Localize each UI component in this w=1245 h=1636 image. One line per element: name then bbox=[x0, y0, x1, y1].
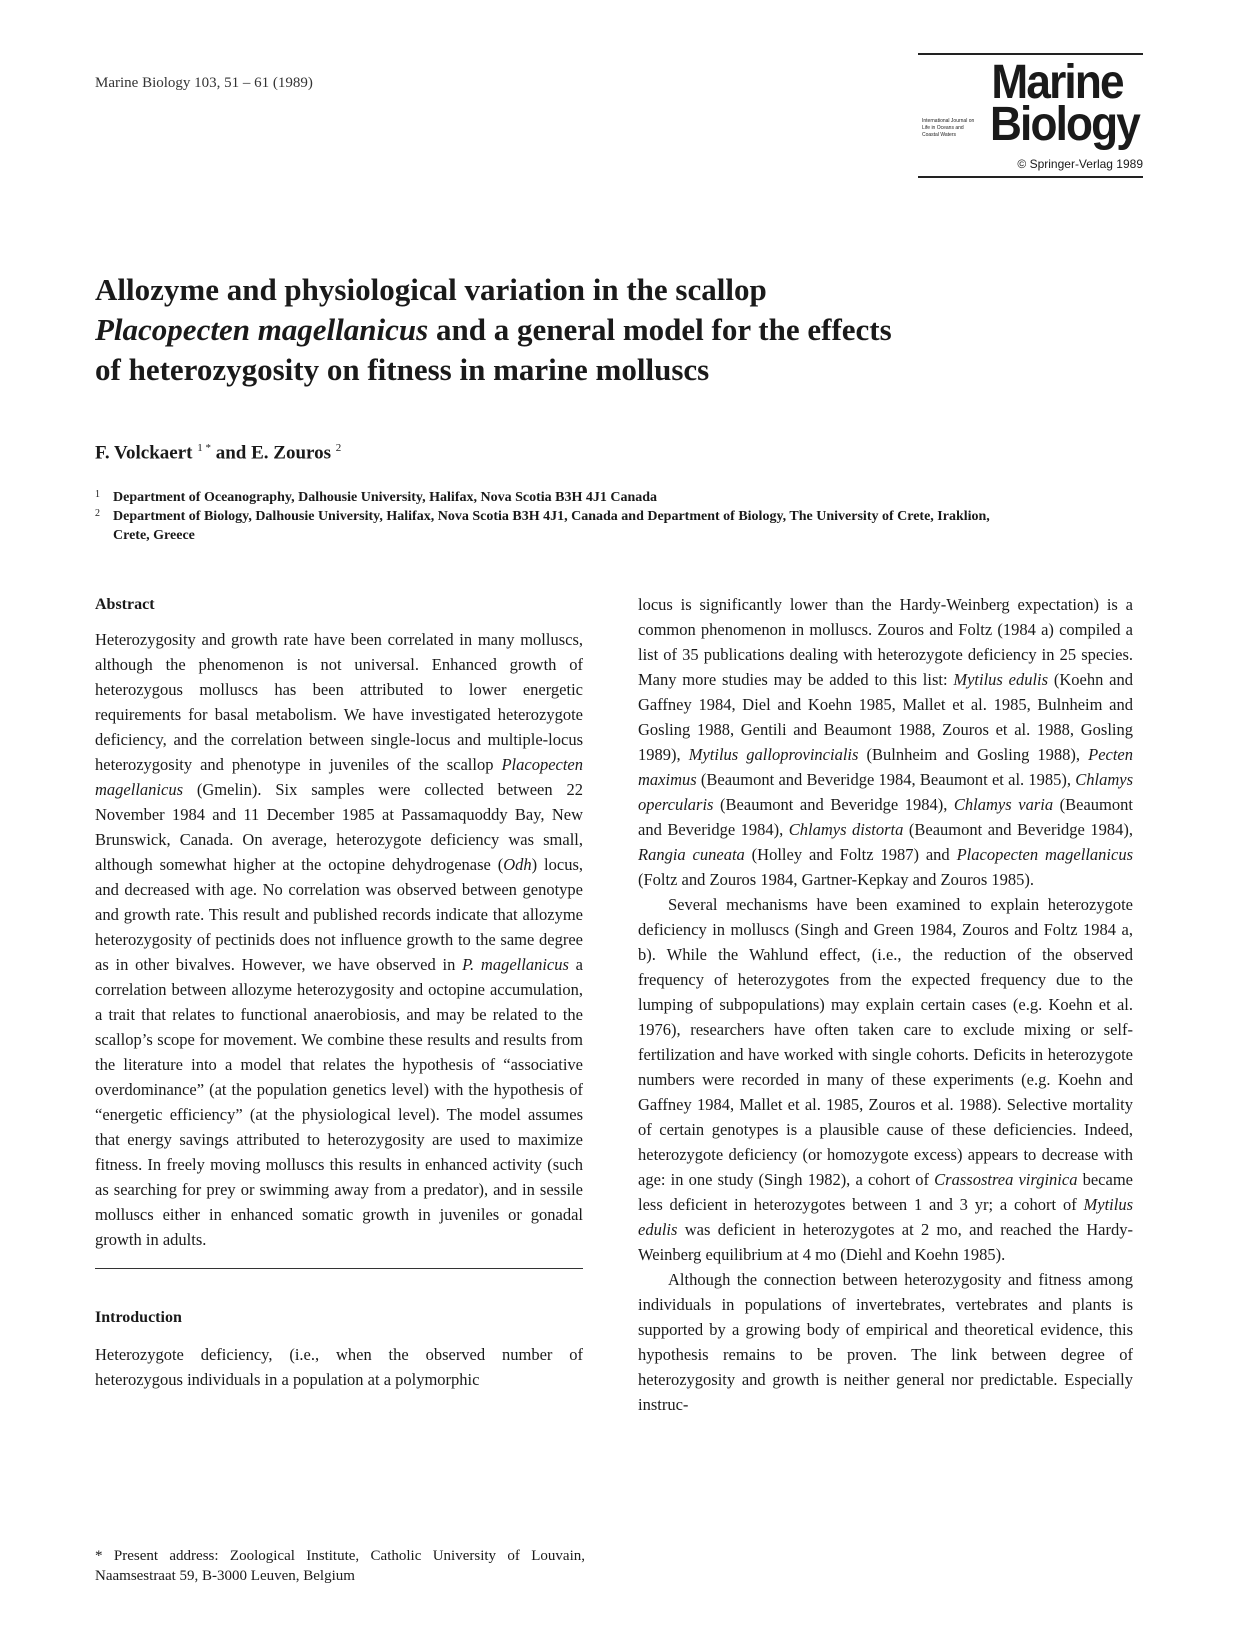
species-name: Pecten maximus bbox=[638, 745, 1134, 789]
journal-citation: Marine Biology 103, 51 – 61 (1989) bbox=[95, 75, 313, 91]
author-1-marks: 1 * bbox=[197, 442, 211, 454]
abstract-species: Placopecten magellanicus bbox=[95, 755, 583, 799]
authors bbox=[95, 442, 341, 464]
abstract-locus: Odh bbox=[503, 855, 532, 874]
abstract-part: ) locus, and decreased with age. No correlation was observed between genotype and growth rate. This result and published records indicate that allozyme heterozygosity of pectinids does not influence growth to the same degree as in other bivalves. However, we have observed in bbox=[95, 855, 583, 974]
author-2: E. Zouros bbox=[251, 442, 332, 464]
journal-logo bbox=[918, 45, 1143, 178]
right-paragraph-1 bbox=[638, 592, 1133, 892]
affiliation-2 bbox=[95, 507, 995, 545]
author-2-marks: 2 bbox=[335, 442, 342, 454]
species-name: Mytilus galloprovincialis bbox=[688, 745, 859, 764]
logo-bottom-rule bbox=[918, 176, 1143, 178]
left-column bbox=[95, 592, 583, 1392]
title-line-2-rest: and a general model for the effects bbox=[428, 312, 892, 347]
text-part: (Holley and Foltz 1987) and bbox=[744, 845, 957, 864]
species-name: Mytilus edulis bbox=[953, 670, 1049, 689]
species-name: Crassostrea virginica bbox=[934, 1170, 1078, 1189]
right-paragraph-3: Although the connection between heterozygosity and fitness among individuals in populations of invertebrates, vertebrates and plants is supported by a growing body of empirical and theoretical evidence, this hypothesis remains to be proven. The link between degree of heterozygosity and growth is neither general nor predictable. Especially instruc- bbox=[638, 1270, 1133, 1414]
affiliation-number: 2 bbox=[95, 508, 100, 519]
title-species: Placopecten magellanicus bbox=[95, 312, 429, 347]
affiliation-text: Department of Biology, Dalhousie University, Halifax, Nova Scotia B3H 4J1, Canada and Department of Biology, The University of Crete, Iraklion, Crete, Greece bbox=[113, 509, 990, 543]
species-name: Placopecten magellanicus bbox=[956, 845, 1133, 864]
abstract-part: a correlation between allozyme heterozygosity and octopine accumulation, a trait that relates to functional anaerobiosis, and may be related to the scallop’s scope for movement. We combine these results and results from the literature into a model that relates the hypothesis of “associative overdominance” (at the population genetics level) with the hypothesis of “energetic efficiency” (at the physiological level). The model assumes that energy savings attributed to heterozygosity are used to maximize fitness. In freely moving molluscs this results in enhanced activity (such as searching for prey or swimming away from a predator), and in sessile molluscs either in enhanced somatic growth in juveniles or gonadal growth in adults. bbox=[95, 955, 583, 1249]
footnote bbox=[95, 1546, 585, 1586]
text-part: became less deficient in heterozygotes between 1 and 3 yr; a cohort of bbox=[638, 1170, 1133, 1214]
author-1: F. Volckaert bbox=[95, 442, 193, 464]
logo-word-biology: Biology bbox=[989, 98, 1139, 151]
abstract-part: (Gmelin). Six samples were collected between 22 November 1984 and 11 December 1985 at Passamaquoddy Bay, New Brunswick, Canada. On average, heterozygote deficiency was small, although somewhat higher at the octopine dehydrogenase ( bbox=[95, 780, 583, 874]
authors-and: and bbox=[210, 442, 252, 464]
species-name: Mytilus edulis bbox=[638, 1195, 1133, 1239]
article-title bbox=[95, 270, 1095, 390]
footnote-text: Present address: Zoological Institute, Catholic University of Louvain, Naamsestraat 59, B-3000 Leuven, Belgium bbox=[95, 1548, 585, 1584]
affiliation-1 bbox=[95, 488, 995, 507]
text-part: (Beaumont and Beveridge 1984, Beaumont et al. 1985), bbox=[696, 770, 1076, 789]
text-part: (Beaumont and Beveridge 1984), bbox=[713, 795, 954, 814]
abstract-divider bbox=[95, 1268, 583, 1269]
text-part: locus is significantly lower than the Hardy-Weinberg expectation) is a common phenomenon in molluscs. Zouros and Foltz (1984 a) compiled a list of 35 publications dealing with heterozygote deficiency in 25 species. Many more studies may be added to this list: bbox=[638, 595, 1133, 689]
logo-tagline: International Journal on Life in Oceans and Coastal Waters bbox=[922, 118, 975, 138]
abstract-species-short: P. magellanicus bbox=[462, 955, 569, 974]
text-part: was deficient in heterozygotes at 2 mo, and reached the Hardy-Weinberg equilibrium at 4 mo (Diehl and Koehn 1985). bbox=[638, 1220, 1133, 1264]
right-paragraph-2 bbox=[638, 892, 1133, 1267]
title-line-1: Allozyme and physiological variation in the scallop bbox=[95, 272, 767, 307]
affiliation-number: 1 bbox=[95, 489, 100, 500]
right-column bbox=[638, 592, 1133, 1417]
species-name: Chlamys distorta bbox=[788, 820, 904, 839]
footnote-mark: * bbox=[95, 1548, 103, 1564]
title-line-3: of heterozygosity on fitness in marine molluscs bbox=[95, 352, 710, 387]
copyright: © Springer-Verlag 1989 bbox=[1017, 157, 1143, 171]
introduction-heading: Introduction bbox=[95, 1309, 182, 1326]
text-part: (Bulnheim and Gosling 1988), bbox=[858, 745, 1089, 764]
affiliations bbox=[95, 488, 995, 545]
logo-top-rule bbox=[918, 53, 1143, 55]
text-part: (Beaumont and Beveridge 1984), bbox=[903, 820, 1133, 839]
species-name: Chlamys varia bbox=[953, 795, 1054, 814]
text-part: Several mechanisms have been examined to explain heterozygote deficiency in molluscs (Singh and Green 1984, Zouros and Foltz 1984 a, b). While the Wahlund effect, (i.e., the reduction of the observed frequency of heterozygotes from the expected frequency due to the lumping of subpopulations) may explain certain cases (e.g. Koehn et al. 1976), researchers have often taken care to exclude mixing or self-fertilization and have worked with single cohorts. Deficits in heterozygote numbers were recorded in many of these experiments (e.g. Koehn and Gaffney 1984, Mallet et al. 1985, Zouros et al. 1988). Selective mortality of certain genotypes is a plausible cause of these deficiencies. Indeed, heterozygote deficiency (or homozygote excess) appears to decrease with age: in one study (Singh 1982), a cohort of bbox=[638, 895, 1133, 1189]
abstract-part: Heterozygosity and growth rate have been correlated in many molluscs, although the phenomenon is not universal. Enhanced growth of heterozygous molluscs has been attributed to lower energetic requirements for basal metabolism. We have investigated heterozygote deficiency, and the correlation between single-locus and multiple-locus heterozygosity and phenotype in juveniles of the scallop bbox=[95, 630, 583, 774]
abstract-heading: Abstract bbox=[95, 596, 155, 613]
species-name: Rangia cuneata bbox=[638, 845, 745, 864]
title-line-2 bbox=[95, 310, 1095, 350]
abstract-text bbox=[95, 627, 583, 1252]
logo-word-marine: Marine bbox=[991, 56, 1123, 109]
species-name: Chlamys opercularis bbox=[638, 770, 1133, 814]
text-part: (Beaumont and Beveridge 1984), bbox=[638, 795, 1133, 839]
text-part: (Foltz and Zouros 1984, Gartner-Kepkay and Zouros 1985). bbox=[638, 870, 1035, 889]
text-part: (Koehn and Gaffney 1984, Diel and Koehn 1985, Mallet et al. 1985, Bulnheim and Gosling 1988, Gentili and Beaumont 1988, Zouros et al. 1988, Gosling 1989), bbox=[638, 670, 1133, 764]
introduction-text: Heterozygote deficiency, (i.e., when the observed number of heterozygous individuals in a population at a polymorphic bbox=[95, 1345, 583, 1389]
affiliation-text: Department of Oceanography, Dalhousie University, Halifax, Nova Scotia B3H 4J1 Canada bbox=[113, 490, 658, 505]
